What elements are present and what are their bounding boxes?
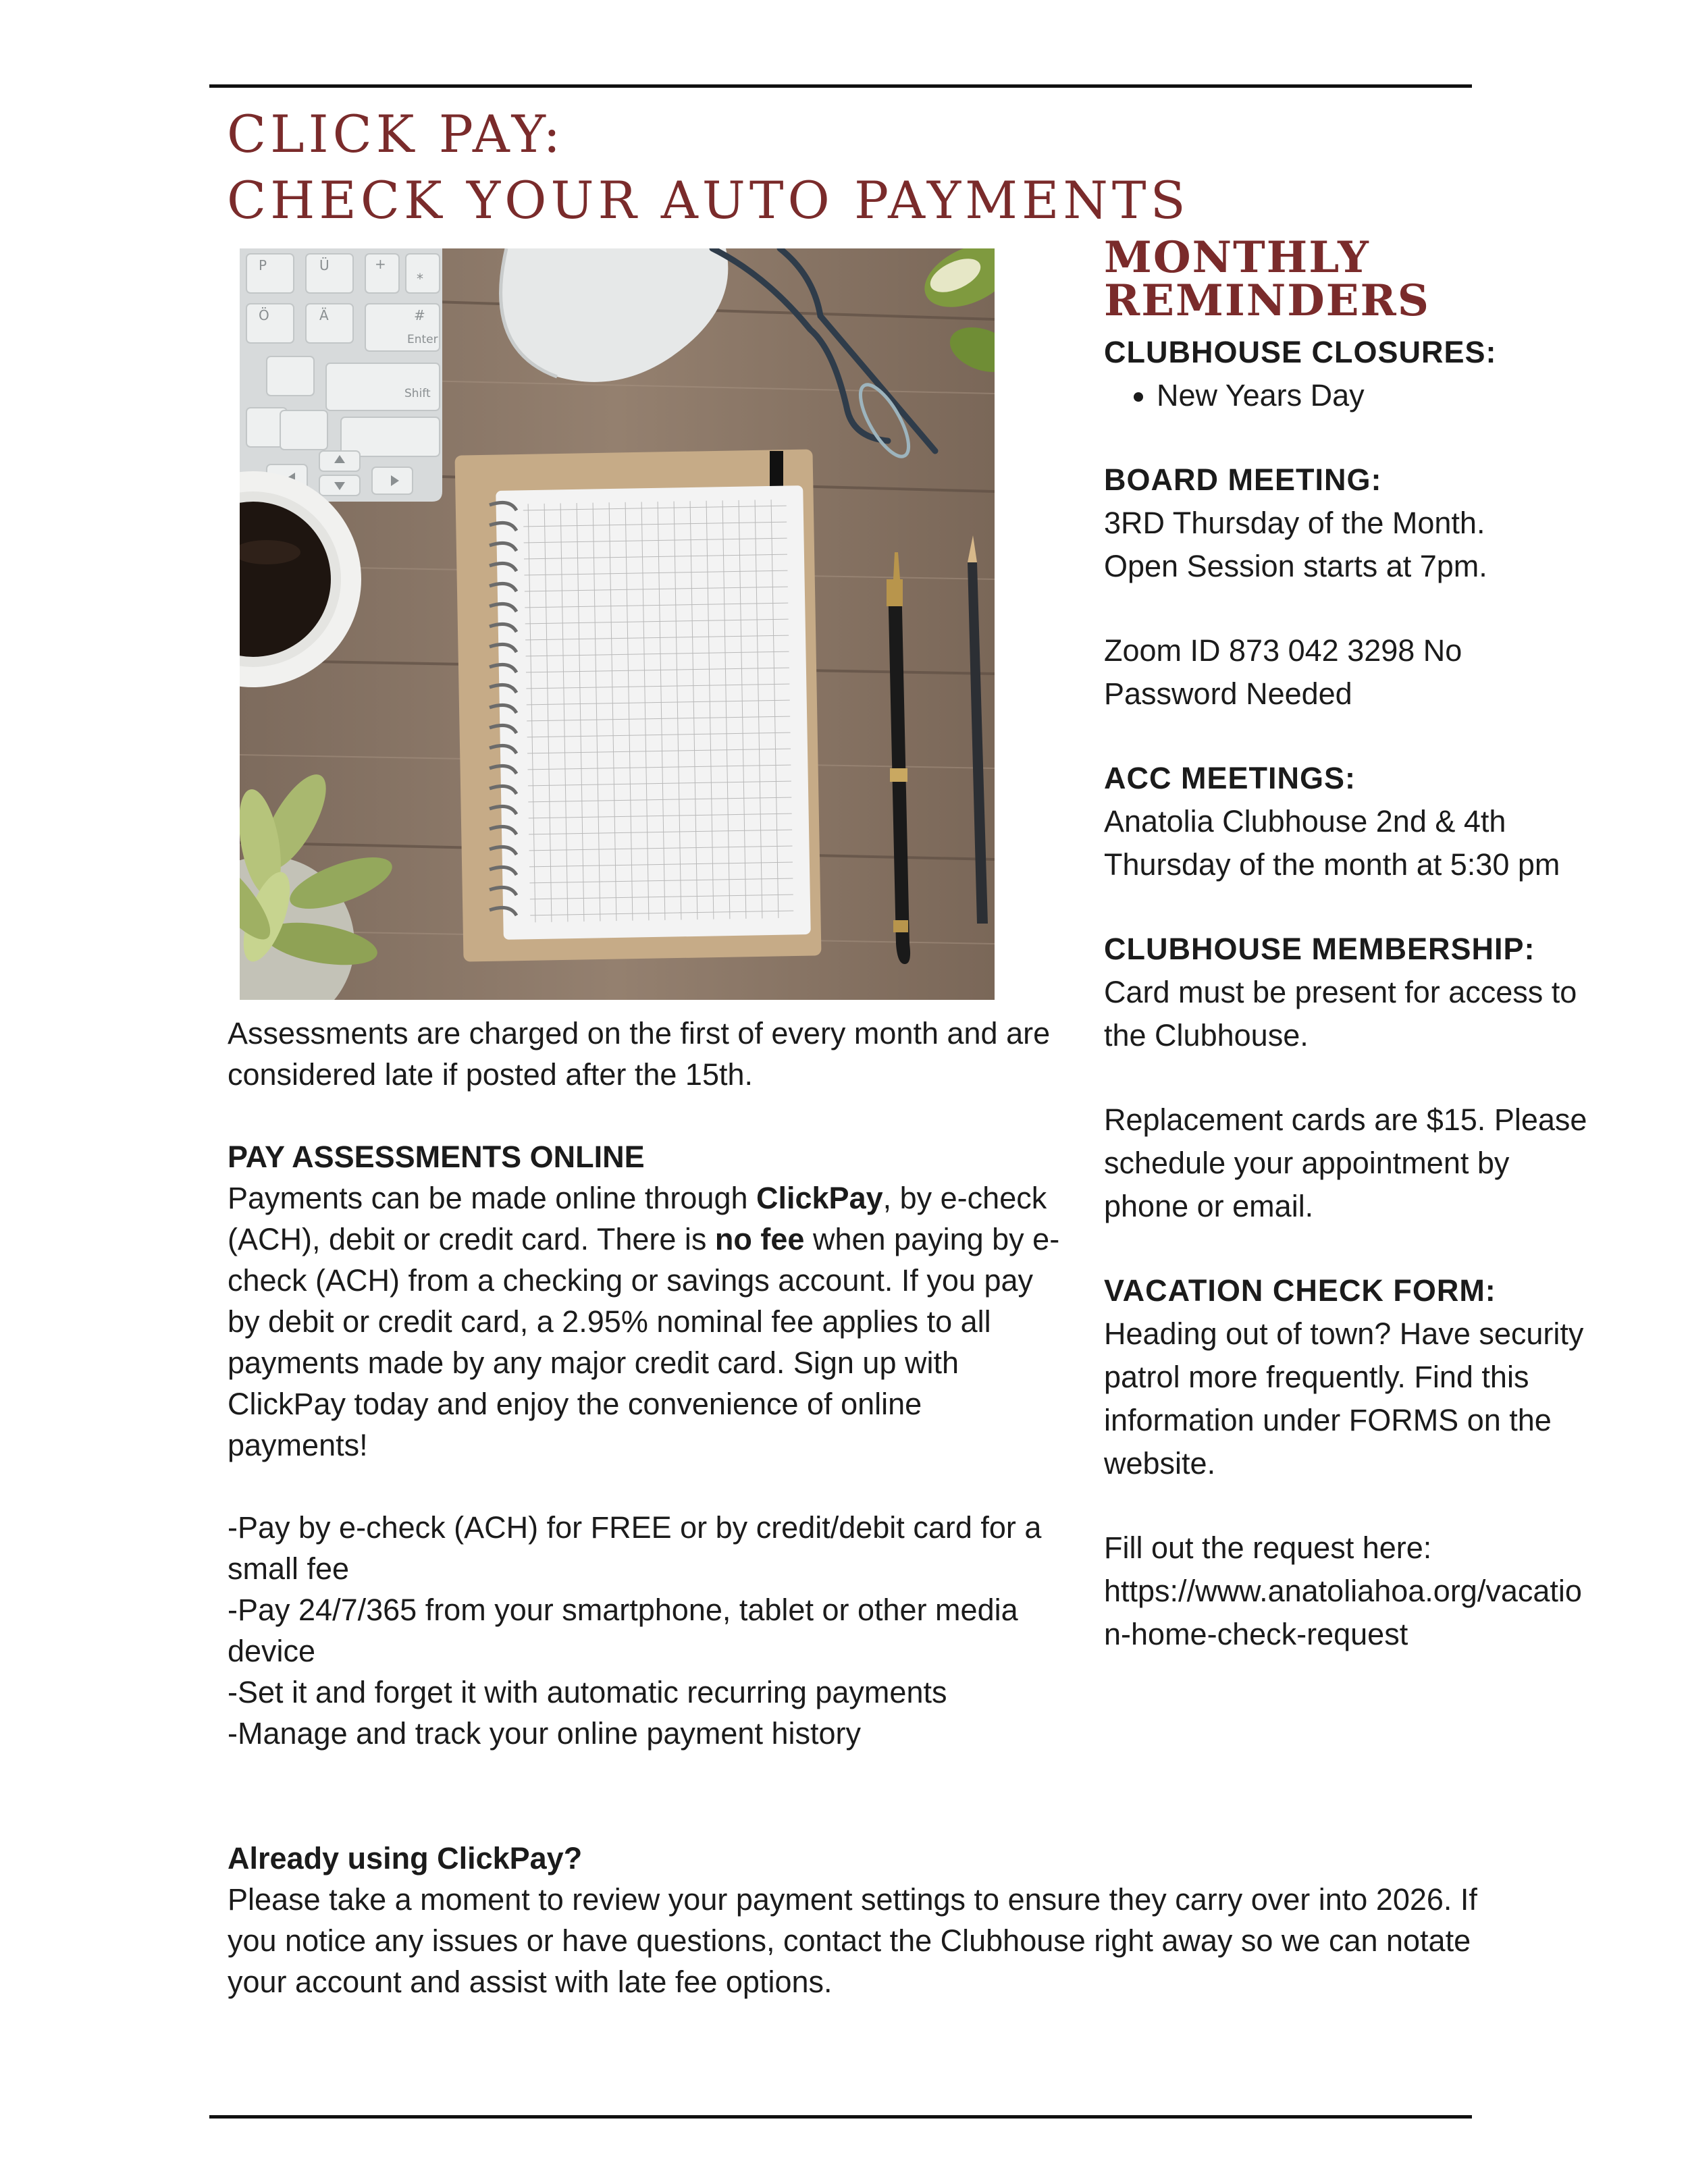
pay-body-text: Payments can be made online through	[228, 1181, 756, 1215]
pay-body-text: when paying by e-check (ACH) from a checking or savings account. If you pay by debit or credit card, a 2.95% nominal fee applies to all payments made by any major credit card. Sign up with ClickPay today and enjoy the convenience of online payments!	[228, 1222, 1060, 1462]
key-label: P	[259, 257, 267, 273]
monthly-reminders	[1104, 232, 1590, 1656]
pay-online-heading: PAY ASSESSMENTS ONLINE	[228, 1140, 645, 1174]
clickpay-article	[228, 1013, 1068, 1754]
benefit-item: -Manage and track your online payment history	[228, 1716, 861, 1751]
notebook-image	[454, 449, 821, 961]
page-title	[227, 101, 1190, 234]
bottom-rule	[209, 2115, 1472, 2119]
already-using-heading: Already using ClickPay?	[228, 1841, 583, 1875]
benefit-item: -Set it and forget it with automatic recurring payments	[228, 1675, 947, 1709]
reminders-title-line-2: REMINDERS	[1104, 275, 1430, 326]
already-using-body: Please take a moment to review your payment settings to ensure they carry over into 2026. If you notice any issues or have questions, contact the Clubhouse right away so we can notate your account and assist with late fee options.	[228, 1882, 1477, 1999]
board-line: Open Session starts at 7pm.	[1104, 549, 1487, 583]
board-line: 3RD Thursday of the Month.	[1104, 506, 1485, 540]
key-label: *	[417, 271, 423, 287]
key-label: #	[414, 307, 425, 323]
pay-body-text: , by e-check (ACH), debit or credit card. There is	[228, 1181, 1047, 1256]
key-label: Ü	[319, 257, 329, 273]
reminders-title	[1104, 232, 1590, 326]
top-rule	[209, 84, 1472, 88]
title-line-1: CLICK PAY:	[227, 104, 565, 164]
key-label: Enter	[407, 333, 438, 346]
board-heading: BOARD MEETING:	[1104, 462, 1382, 497]
membership-body: Card must be present for access to the Clubhouse.	[1104, 975, 1577, 1053]
closures-heading: CLUBHOUSE CLOSURES:	[1104, 335, 1497, 369]
key-label: Ö	[259, 307, 269, 323]
acc-body: Anatolia Clubhouse 2nd & 4th Thursday of the month at 5:30 pm	[1104, 804, 1560, 882]
zoom-info: Zoom ID 873 042 3298 No Password Needed	[1104, 633, 1462, 711]
benefit-item: -Pay 24/7/365 from your smartphone, tablet or other media device	[228, 1593, 1018, 1668]
assessment-intro: Assessments are charged on the first of every month and are considered late if posted after the 15th.	[228, 1016, 1051, 1092]
key-label: Shift	[404, 387, 431, 400]
benefit-item: -Pay by e-check (ACH) for FREE or by credit/debit card for a small fee	[228, 1510, 1042, 1586]
fill-label: Fill out the request here:	[1104, 1530, 1432, 1565]
vacation-body: Heading out of town? Have security patrol more frequently. Find this information under FORMS on the website.	[1104, 1316, 1584, 1481]
closure-item: • New Years Day	[1157, 374, 1590, 417]
reminders-title-line-1: MONTHLY	[1104, 232, 1370, 283]
desk-photo	[240, 248, 995, 1000]
no-fee-bold: no fee	[714, 1222, 805, 1256]
replacement-info: Replacement cards are $15. Please schedule your appointment by phone or email.	[1104, 1102, 1587, 1223]
closures-list	[1104, 374, 1590, 417]
already-using-section	[228, 1838, 1510, 2002]
key-label: Ä	[319, 307, 329, 323]
title-line-2: CHECK YOUR AUTO PAYMENTS	[227, 170, 1190, 230]
pay-online-body	[228, 1177, 1068, 1466]
clickpay-bold: ClickPay	[756, 1181, 883, 1215]
vacation-heading: VACATION CHECK FORM:	[1104, 1273, 1496, 1308]
key-label: +	[375, 256, 386, 272]
keyboard-image	[240, 248, 442, 502]
vacation-request-link[interactable]: https://www.anatoliahoa.org/vacation-home-check-request	[1104, 1574, 1582, 1651]
membership-heading: CLUBHOUSE MEMBERSHIP:	[1104, 932, 1535, 966]
acc-heading: ACC MEETINGS:	[1104, 761, 1356, 795]
